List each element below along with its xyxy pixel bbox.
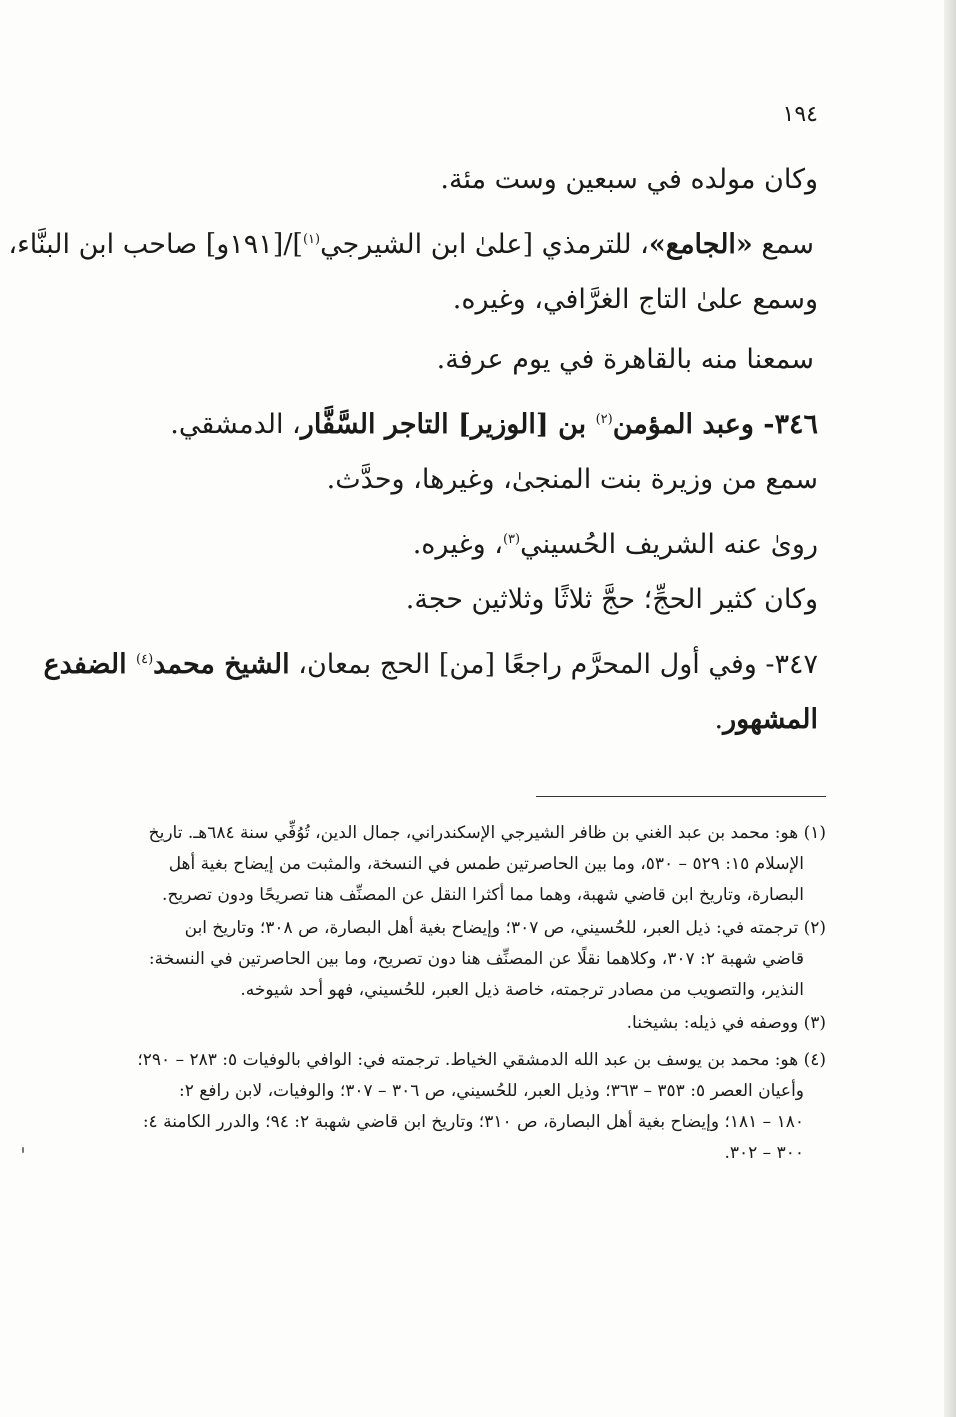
text-run: ، للترمذي [علىٰ ابن الشيرجي — [320, 229, 649, 260]
text-line: سمعنا منه بالقاهرة في يوم عرفة. — [436, 344, 814, 375]
text-run: ]/[١٩١و] صاحب ابن البنَّاء، — [8, 229, 303, 260]
footnote-ref: (٤) — [136, 652, 154, 667]
footnote-line: ٣٠٠ – ٣٠٢. — [724, 1143, 804, 1163]
footnote-ref: (٢) — [595, 412, 613, 427]
bold-entry-name: الشيخ محمد — [153, 649, 290, 680]
page-edge-shadow — [944, 0, 956, 1417]
text-line: سمع من وزيرة بنت المنجىٰ، وغيرها، وحدَّث. — [326, 464, 818, 495]
main-text-block — [8, 150, 818, 750]
footnote-line: وأعيان العصر ٥: ٣٥٣ – ٣٦٣؛ وذيل العبر، للحُسيني، ص ٣٠٦ – ٣٠٧؛ والوفيات، لابن رافع ٢: — [179, 1081, 804, 1101]
text-run: ، وغيره. — [412, 529, 503, 560]
footnote-1 — [120, 818, 826, 911]
bold-entry-name: الضفدع — [43, 649, 137, 680]
bold-title: «الجامع» — [648, 229, 753, 260]
footnote-2 — [120, 913, 826, 1006]
footnote-line: (٣) ووصفه في ذيله: بشيخنا. — [626, 1013, 826, 1033]
entry-heading — [43, 630, 818, 690]
scan-speck — [22, 1147, 24, 1153]
footnote-line: (٤) هو: محمد بن يوسف بن عبد الله الدمشقي الخياط. ترجمته في: الوافي بالوفيات ٥: ٢٨٣ – ٢٩٠؛ — [137, 1050, 826, 1070]
footnote-line: (٢) ترجمته في: ذيل العبر، للحُسيني، ص ٣٠٧؛ وإيضاح بغية أهل البصارة، ص ٣٠٨؛ وتاريخ ابن — [184, 918, 826, 938]
footnote-line: النذير، والتصويب من مصادر ترجمته، خاصة ذيل العبر، للحُسيني، فهو أحد شيوخه. — [240, 980, 804, 1000]
footnote-3 — [120, 1008, 826, 1039]
footnote-ref: (١) — [302, 232, 321, 247]
text-run: . — [714, 704, 724, 735]
footnote-line: (١) هو: محمد بن عبد الغني بن ظافر الشيرجي الإسكندراني، جمال الدين، تُوُفِّي سنة ٦٨٤هـ. تاريخ — [148, 823, 826, 843]
text-run: سمع — [752, 229, 814, 260]
text-line — [118, 690, 818, 750]
footnote-4 — [120, 1045, 826, 1169]
bold-entry-name: ٣٤٦- وعبد المؤمن — [612, 409, 818, 440]
entry-heading — [118, 390, 818, 450]
text-line — [8, 210, 818, 270]
footnote-line: قاضي شهبة ٢: ٣٠٧، وكلاهما نقلًا عن المصنِّف هنا دون تصريح، وما بين الحاصرتين في النسخة: — [148, 949, 804, 969]
footnote-line: الإسلام ١٥: ٥٢٩ – ٥٣٠، وما بين الحاصرتين طمس في النسخة، والمثبت من إيضاح بغية أهل — [168, 854, 804, 874]
footnote-line: ١٨٠ – ١٨١؛ وإيضاح بغية أهل البصارة، ص ٣١٠؛ وتاريخ ابن قاضي شهبة ٢: ٩٤؛ والدرر الكامنة ٤: — [142, 1112, 804, 1132]
footnote-line: البصارة، وتاريخ ابن قاضي شهبة، وهما مما أكثرا النقل عن المصنِّف هنا تصريحًا ودون تصريح. — [162, 885, 804, 905]
text-line — [118, 510, 818, 570]
bold-entry-name: بن [الوزير] التاجر السَّفَّار — [300, 409, 596, 440]
text-run: رویٰ عنه الشريف الحُسيني — [520, 529, 818, 560]
text-run: ، الدمشقي. — [170, 409, 301, 440]
text-line: وكان مولده في سبعين وست مئة. — [440, 164, 818, 195]
footnote-separator — [536, 796, 826, 797]
footnotes-block — [120, 818, 826, 1171]
page-number: ١٩٤ — [782, 102, 818, 127]
footnote-ref: (٣) — [502, 532, 521, 547]
text-run: ٣٤٧- وفي أول المحرَّم راجعًا [من] الحج بمعان، — [289, 649, 818, 680]
bold-entry-name: المشهور — [723, 704, 818, 735]
text-line: وكان كثير الحجِّ؛ حجَّ ثلاثًا وثلاثين حجة. — [405, 584, 818, 615]
text-line: وسمع علىٰ التاج الغرَّافي، وغيره. — [452, 284, 818, 315]
